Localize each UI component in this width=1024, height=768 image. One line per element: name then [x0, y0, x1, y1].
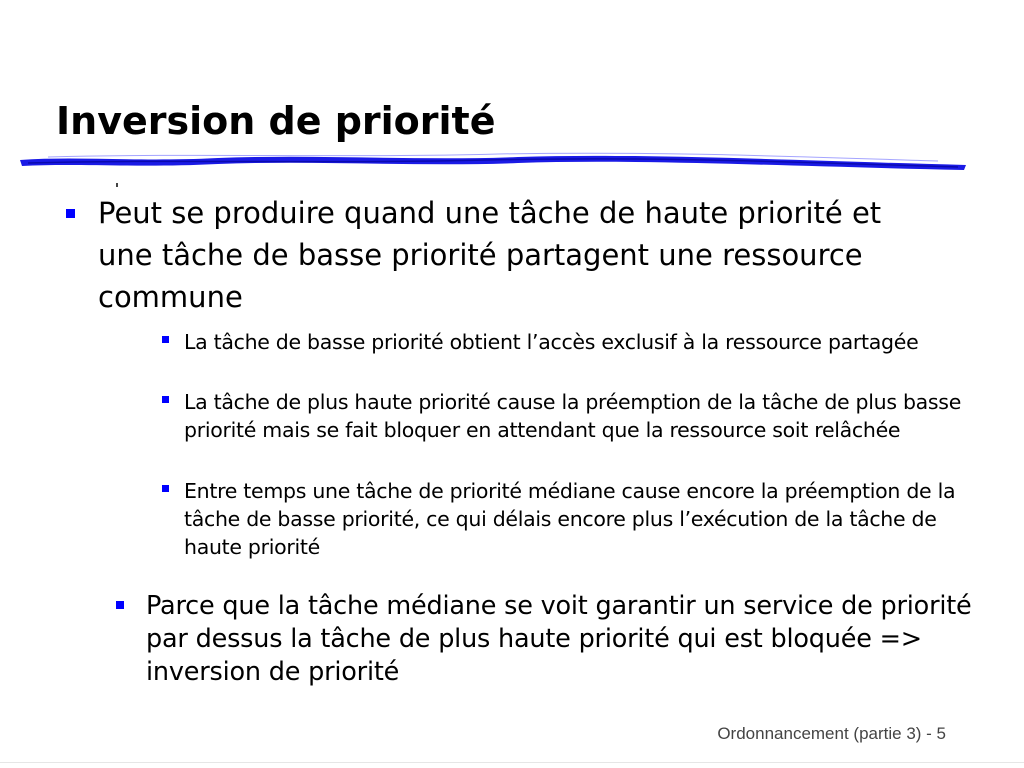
sub-bullet-square-icon — [162, 336, 169, 343]
sub-bullet-1: La tâche de basse priorité obtient l’accès exclusif à la ressource partagée — [184, 330, 919, 354]
bullet-square-icon — [66, 209, 75, 218]
slide-title: Inversion de priorité — [56, 99, 496, 143]
title-underline-brush — [18, 146, 970, 180]
sub-bullet-square-icon — [162, 485, 169, 492]
slide-footer: Ordonnancement (partie 3) - 5 — [717, 724, 946, 743]
stray-mark — [116, 183, 118, 187]
bottom-divider — [0, 762, 1024, 763]
sub-bullet-2: La tâche de plus haute priorité cause la préemption de la tâche de plus basse priorité mais se fait bloquer en attendant que la ressource soit relâchée — [184, 390, 962, 442]
sub-bullet-square-icon — [162, 396, 169, 403]
sub-bullet-3: Entre temps une tâche de priorité médiane cause encore la préemption de la tâche de basse priorité, ce qui délais encore plus l’exécution de la tâche de haute priorité — [184, 479, 956, 559]
bullet-main-2: Parce que la tâche médiane se voit garantir un service de priorité par dessus la tâche de plus haute priorité qui est bloquée => inversion de priorité — [146, 591, 972, 687]
bullet-square-icon — [116, 601, 124, 609]
bullet-main-1: Peut se produire quand une tâche de haute priorité et une tâche de basse priorité partagent une ressource commune — [98, 196, 882, 314]
